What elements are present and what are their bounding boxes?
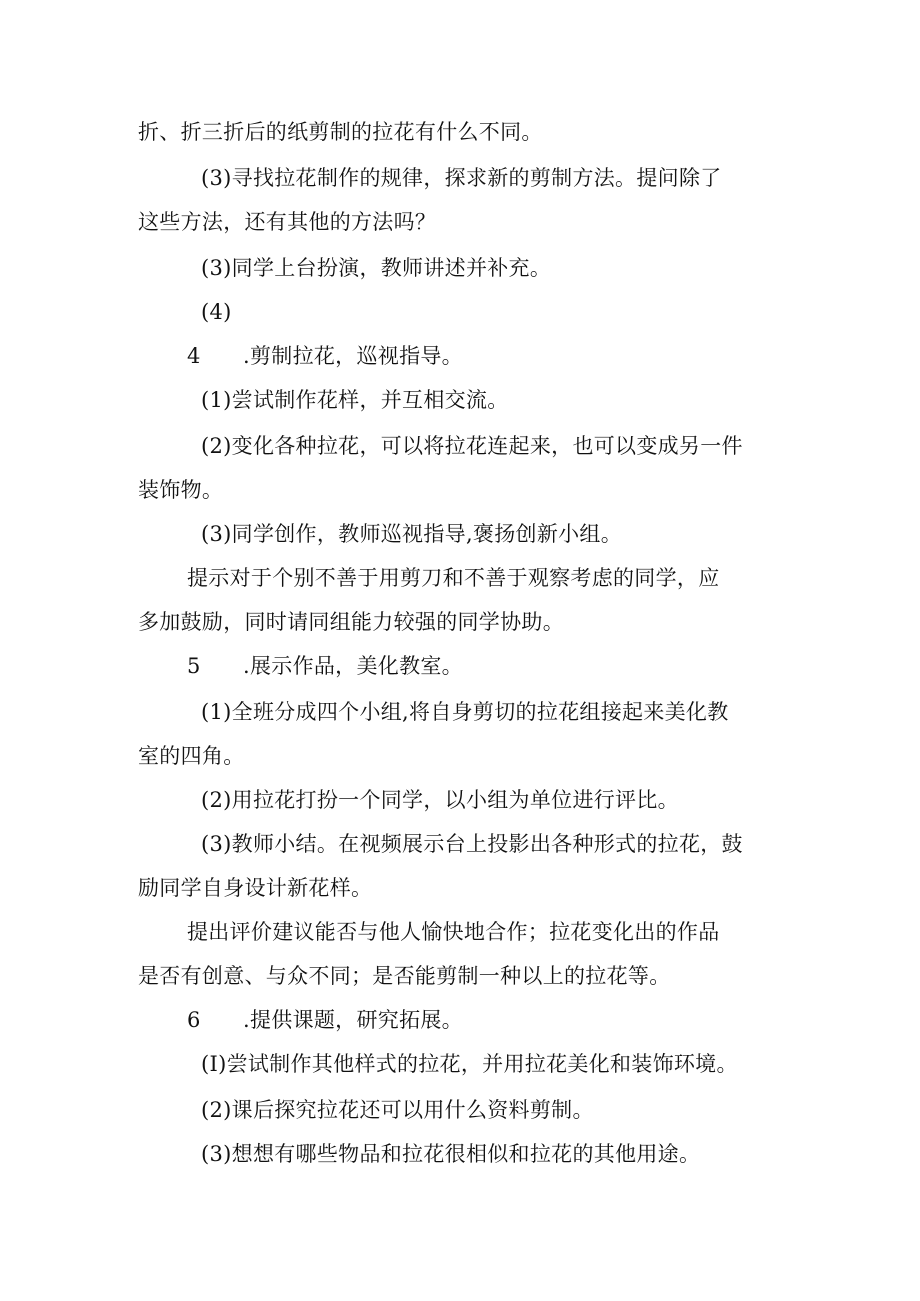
paragraph-line: 是否有创意、与众不同；是否能剪制一种以上的拉花等。 [138, 964, 671, 988]
section-heading [187, 341, 463, 371]
paragraph-line: 装饰物。 [138, 478, 224, 502]
paragraph-line: 这些方法，还有其他的方法吗？ [138, 210, 437, 234]
section-title: .展示作品，美化教室。 [243, 654, 463, 678]
section-heading [187, 651, 463, 681]
paragraph-line: 提出评价建议能否与他人愉快地合作；拉花变化出的作品 [187, 920, 720, 944]
paragraph-line: (3)教师小结。在视频展示台上投影出各种形式的拉花，鼓 [201, 832, 743, 856]
section-title: .提供课题，研究拓展。 [243, 1008, 463, 1032]
paragraph-line: 提示对于个别不善于用剪刀和不善于观察考虑的同学，应 [187, 566, 720, 590]
paragraph-line: (2)用拉花打扮一个同学，以小组为单位进行评比。 [201, 788, 679, 812]
paragraph-line: (1)尝试制作花样，并互相交流。 [201, 388, 509, 412]
paragraph-line: (3)寻找拉花制作的规律，探求新的剪制方法。提问除了 [201, 166, 722, 190]
paragraph-line: (I)尝试制作其他样式的拉花，并用拉花美化和装饰环境。 [201, 1052, 738, 1076]
paragraph-line: (2)课后探究拉花还可以用什么资料剪制。 [201, 1098, 594, 1122]
section-number: 6 [187, 1008, 201, 1032]
section-title: .剪制拉花，巡视指导。 [243, 344, 463, 368]
paragraph-line: (2)变化各种拉花，可以将拉花连起来，也可以变成另一件 [201, 434, 743, 458]
paragraph-line: (1)全班分成四个小组,将自身剪切的拉花组接起来美化教 [201, 700, 729, 724]
paragraph-line: 励同学自身设计新花样。 [138, 876, 373, 900]
paragraph-line: (3)同学创作，教师巡视指导,褒扬创新小组。 [201, 522, 623, 546]
section-heading [187, 1005, 463, 1035]
paragraph-line: 多加鼓励，同时请同组能力较强的同学协助。 [138, 610, 564, 634]
paragraph-line: 室的四角。 [138, 744, 245, 768]
section-number: 4 [187, 344, 201, 368]
paragraph-line: 折、折三折后的纸剪制的拉花有什么不同。 [138, 120, 543, 144]
paragraph-line: (3)同学上台扮演，教师讲述并补充。 [201, 256, 552, 280]
paragraph-line: (4) [201, 300, 232, 324]
paragraph-line: (3)想想有哪些物品和拉花很相似和拉花的其他用途。 [201, 1142, 701, 1166]
section-number: 5 [187, 654, 201, 678]
